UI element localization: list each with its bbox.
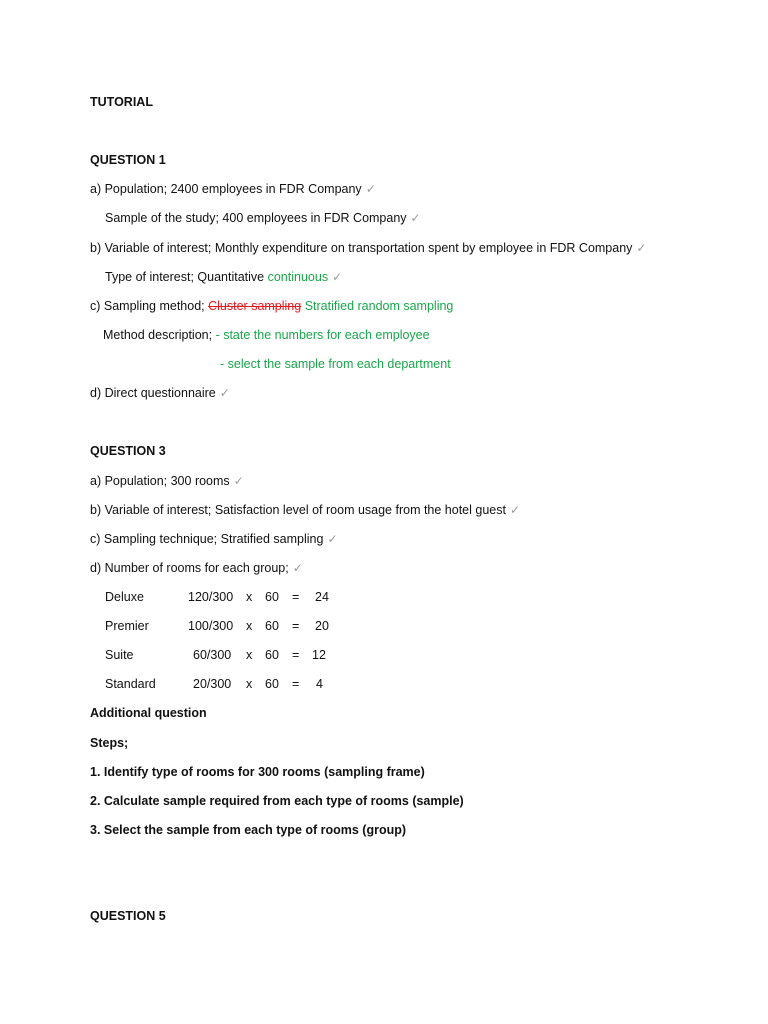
document-title: TUTORIAL (90, 95, 153, 109)
room-row-standard (0, 676, 768, 692)
room-fraction: 100/300 (188, 619, 234, 633)
check-mark-icon: ✓ (365, 182, 376, 196)
room-name: Standard (105, 677, 156, 691)
q1-part-a-text: a) Population; 2400 employees in FDR Company (90, 182, 362, 196)
room-fraction: 20/300 (193, 677, 232, 691)
q1-part-c-text: c) Sampling method; (90, 299, 205, 313)
q3-part-d-text: d) Number of rooms for each group; (90, 561, 289, 575)
room-row-premier (0, 618, 768, 634)
q3-part-c-text: c) Sampling technique; Stratified sampling (90, 532, 324, 546)
equals-sign: = (292, 590, 300, 604)
check-mark-icon: ✓ (636, 241, 647, 255)
question-1-heading: QUESTION 1 (90, 153, 166, 167)
room-name: Deluxe (105, 590, 144, 604)
check-mark-icon: ✓ (509, 503, 521, 517)
room-name: Suite (105, 648, 134, 662)
sample-size: 60 (265, 619, 279, 633)
q1-method-line-2: - select the sample from each department (220, 357, 451, 371)
room-result: 4 (316, 677, 323, 691)
q1-part-a (90, 181, 376, 197)
equals-sign: = (292, 619, 300, 633)
q1-part-d-text: d) Direct questionnaire (90, 386, 216, 400)
q1-part-b (90, 240, 646, 256)
q1-part-b-text: b) Variable of interest; Monthly expenditure on transportation spent by employee in FDR Company (90, 241, 633, 255)
equals-sign: = (292, 648, 300, 662)
question-3-heading: QUESTION 3 (90, 444, 166, 458)
room-result: 24 (315, 590, 329, 604)
step-3: 3. Select the sample from each type of rooms (group) (90, 823, 407, 837)
multiply-sign: x (246, 648, 253, 662)
additional-question-heading: Additional question (90, 706, 207, 720)
multiply-sign: x (246, 619, 253, 633)
question-5-heading: QUESTION 5 (90, 909, 166, 923)
step-2: 2. Calculate sample required from each type of rooms (sample) (90, 794, 464, 808)
q1-method-description (103, 327, 430, 343)
q3-part-a-text: a) Population; 300 rooms (90, 474, 230, 488)
step-1: 1. Identify type of rooms for 300 rooms (sampling frame) (90, 765, 425, 779)
room-fraction: 60/300 (193, 648, 232, 662)
room-row-suite (0, 647, 768, 663)
q3-part-b-text: b) Variable of interest; Satisfaction level of room usage from the hotel guest (90, 503, 506, 517)
q1-corrected-answer: Stratified random sampling (304, 299, 454, 313)
q3-part-c (90, 531, 338, 547)
sample-size: 60 (265, 677, 279, 691)
check-mark-icon: ✓ (410, 211, 421, 225)
check-mark-icon: ✓ (327, 532, 338, 546)
check-mark-icon: ✓ (292, 561, 303, 575)
q1-method-label: Method description; (103, 328, 213, 342)
check-mark-icon: ✓ (332, 270, 343, 284)
steps-label: Steps; (90, 736, 129, 750)
q1-type-correction: continuous (267, 270, 329, 284)
q3-part-a (90, 473, 244, 489)
room-fraction: 120/300 (188, 590, 234, 604)
q3-part-b (90, 502, 520, 518)
room-result: 20 (315, 619, 329, 633)
room-row-deluxe (0, 589, 768, 605)
sample-size: 60 (265, 590, 279, 604)
room-result: 12 (312, 648, 326, 662)
multiply-sign: x (246, 590, 253, 604)
q1-struck-answer: Cluster sampling (208, 299, 302, 313)
room-name: Premier (105, 619, 149, 633)
q1-part-d (90, 385, 230, 401)
q1-sample-text: Sample of the study; 400 employees in FDR Company (105, 211, 407, 225)
q1-type-of-interest (105, 269, 342, 285)
check-mark-icon: ✓ (219, 386, 230, 400)
equals-sign: = (292, 677, 300, 691)
multiply-sign: x (246, 677, 253, 691)
q1-type-text: Type of interest; Quantitative (105, 270, 265, 284)
sample-size: 60 (265, 648, 279, 662)
q3-part-d (90, 560, 303, 576)
q1-part-a-sample (105, 210, 421, 226)
q1-method-line-1: - state the numbers for each employee (215, 328, 430, 342)
check-mark-icon: ✓ (233, 474, 244, 488)
q1-part-c (90, 298, 453, 314)
